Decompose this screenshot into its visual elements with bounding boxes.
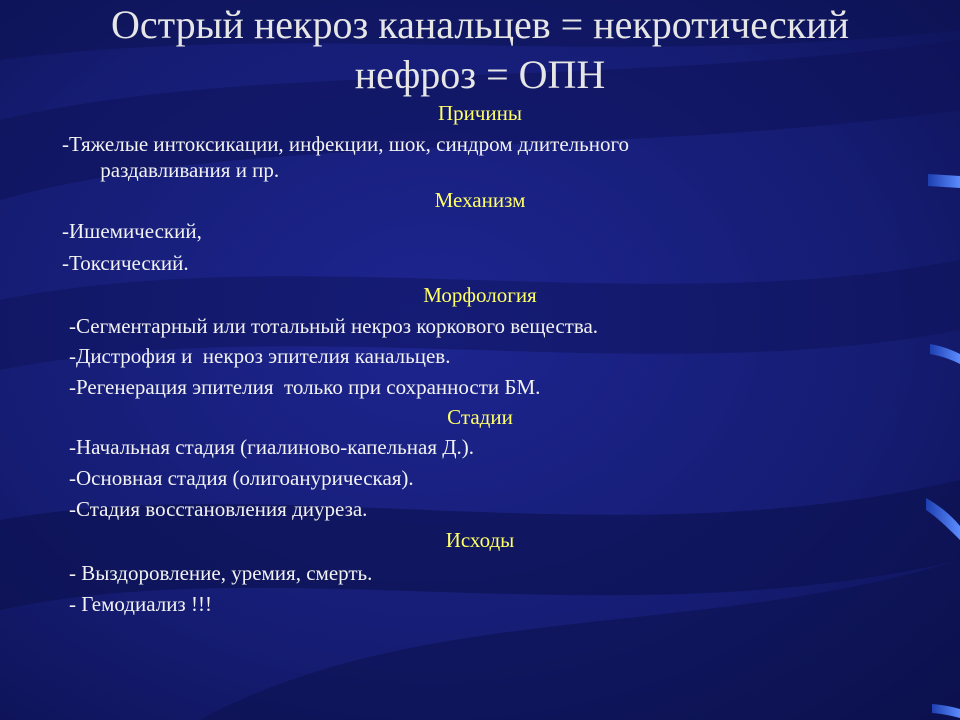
list-item: -Регенерация эпителия только при сохранности БМ. bbox=[69, 375, 541, 399]
slide-title-line-2: нефроз = ОПН bbox=[354, 52, 606, 97]
accent-streak bbox=[928, 174, 960, 188]
section-heading-mechanism: Механизм bbox=[434, 188, 526, 212]
list-item: - Выздоровление, уремия, смерть. bbox=[69, 561, 373, 585]
list-item: -Начальная стадия (гиалиново-капельная Д.). bbox=[69, 435, 475, 459]
list-item: -Основная стадия (олигоанурическая). bbox=[69, 466, 414, 490]
section-heading-stages: Стадии bbox=[447, 405, 513, 429]
section-heading-morphology: Морфология bbox=[423, 283, 537, 307]
list-item: -Тяжелые интоксикации, инфекции, шок, синдром длительного bbox=[62, 132, 630, 156]
section-heading-outcomes: Исходы bbox=[445, 528, 515, 552]
list-item: - Гемодиализ !!! bbox=[69, 592, 212, 616]
list-item: раздавливания и пр. bbox=[95, 158, 280, 182]
list-item: -Стадия восстановления диуреза. bbox=[69, 497, 368, 521]
list-item: -Ишемический, bbox=[62, 219, 202, 243]
list-item: -Сегментарный или тотальный некроз коркового вещества. bbox=[69, 314, 599, 338]
section-heading-causes: Причины bbox=[437, 101, 523, 125]
list-item: -Дистрофия и некроз эпителия канальцев. bbox=[69, 344, 451, 368]
list-item: -Токсический. bbox=[62, 251, 189, 275]
slide-title-line-1: Острый некроз канальцев = некротический bbox=[110, 2, 849, 47]
